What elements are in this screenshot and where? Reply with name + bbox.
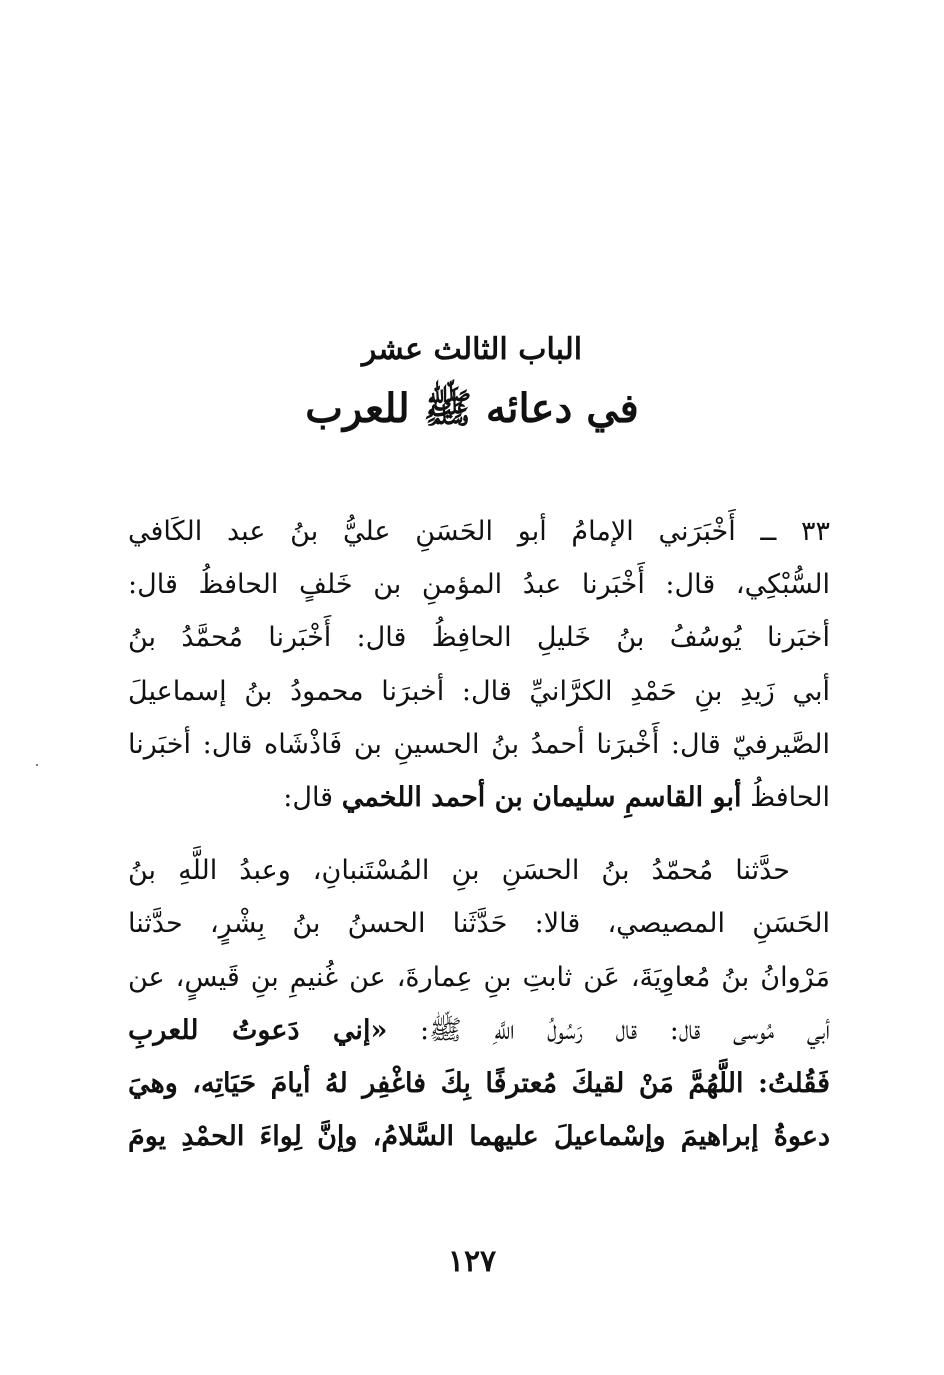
paragraph-hadith-chain bbox=[128, 505, 830, 824]
chapter-title: في دعائه ﷺ للعرب bbox=[305, 385, 639, 432]
margin-speck bbox=[36, 764, 38, 766]
text-segment: الحافظُ bbox=[750, 782, 830, 814]
hadith-quote: «إني دَعوتُ للعربِ bbox=[128, 1014, 388, 1046]
text-line bbox=[128, 1004, 830, 1057]
text-line: الحَسَنِ المصيصي، قالا: حَدَّثَنا الحسنُ بنُ بِشْرٍ، حدَّثنا bbox=[128, 908, 830, 940]
text-line: الصَّيرفيّ قال: أَخْبرَنا أحمدُ بنُ الحسينِ بن فَاذْشَاه قال: أخبَرنا bbox=[128, 728, 830, 760]
text-line: فَقُلتُ: اللَّهُمَّ مَنْ لقيكَ مُعترفًا بِكَ فاغْفِر لهُ أيامَ حَيَاتِه، وهيَ bbox=[128, 1068, 830, 1100]
text-line: حدَّثنا مُحمّدُ بنُ الحسَنِ بنِ المُسْتَنبانِ، وعبدُ اللَّهِ بنُ bbox=[128, 855, 790, 887]
paragraph-gap bbox=[128, 824, 830, 844]
text-segment: قال: bbox=[283, 782, 334, 814]
page-number: ١٢٧ bbox=[447, 1244, 497, 1279]
text-line: أبي زَيدِ بنِ حَمْدِ الكرَّانيِّ قال: أخبرَنا محمودُ بنُ إسماعيلَ bbox=[128, 675, 830, 707]
text-line: السُّبْكِي، قال: أَخْبَرنا عبدُ المؤمنِ بن خَلفٍ الحافظُ قال: bbox=[128, 569, 830, 601]
body-text bbox=[128, 505, 830, 1163]
text-line bbox=[128, 771, 830, 824]
text-line: ٣٣ ــ أَخْبَرَني الإمامُ أبو الحَسَنِ عليُّ بنُ عبد الكَافي bbox=[128, 516, 830, 547]
text-segment: أبي مُوسى قال: قال رَسُولُ اللَّهِ ﷺ: bbox=[419, 1014, 830, 1046]
narrator-name: أبو القاسمِ سليمان بن أحمد اللخمي bbox=[341, 782, 742, 814]
chapter-label: الباب الثالث عشر bbox=[361, 332, 583, 367]
text-line: دعوةُ إبراهيمَ وإسْماعيلَ عليهما السَّلامُ، وإنَّ لِواءَ الحمْدِ يومَ bbox=[128, 1121, 830, 1153]
text-line: أخبَرنا يُوسُفُ بنُ خَليلِ الحافِظُ قال: أَخْبَرنا مُحمَّدُ بنُ bbox=[128, 622, 830, 654]
text-line: مَرْوانُ بنُ مُعاوِيَةَ، عَن ثابتِ بنِ عِمارةَ، عن غُنيمِ بنِ قَيسٍ، عن bbox=[128, 961, 830, 993]
paragraph-hadith-text bbox=[128, 844, 830, 1163]
